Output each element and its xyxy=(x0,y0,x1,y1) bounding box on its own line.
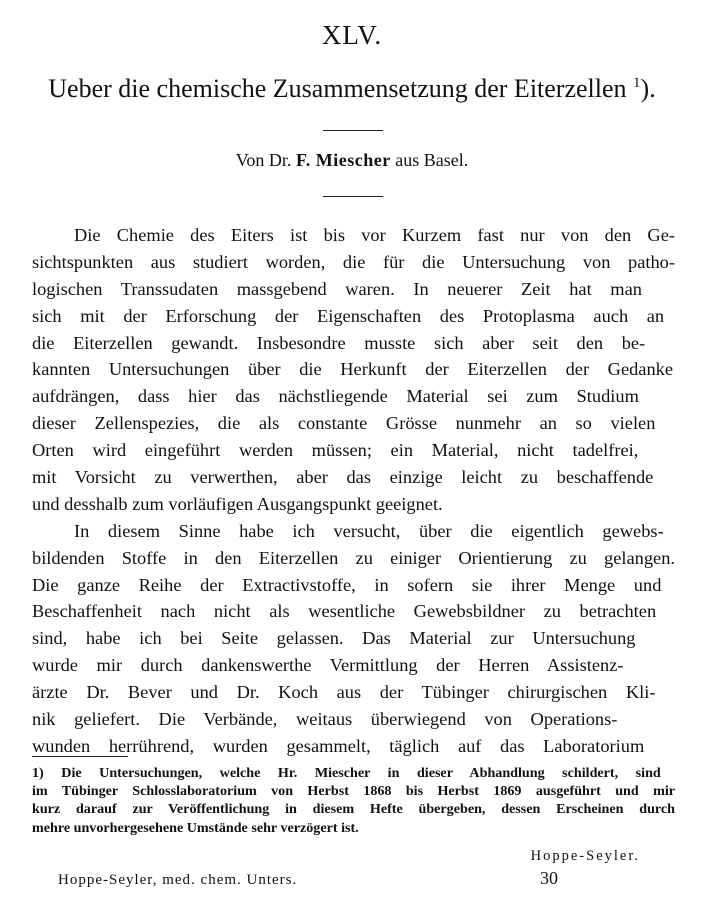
body-line: logischen Transsudaten massgebend waren. In neuerer Zeit hat man xyxy=(32,278,642,299)
author-line xyxy=(0,150,704,171)
body-line: die Eiterzellen gewandt. Insbesondre musste sich aber seit den be- xyxy=(32,332,646,353)
body-line: nik geliefert. Die Verbände, weitaus überwiegend von Operations- xyxy=(32,709,618,730)
running-footer: Hoppe-Seyler, med. chem. Unters. xyxy=(58,872,298,888)
author-name: F. Miescher xyxy=(295,150,391,170)
author-prefix: Von Dr. xyxy=(235,150,292,170)
body-line: aufdrängen, dass hier das nächstliegende Material sei zum Studium xyxy=(32,386,639,407)
body-line: Die Chemie des Eiters ist bis vor Kurzem fast nur von den Ge- xyxy=(74,225,675,245)
title-close: ). xyxy=(640,74,656,103)
body-text xyxy=(32,222,675,760)
footnote-line: 1) Die Untersuchungen, welche Hr. Miescher in dieser Abhandlung schildert, sind xyxy=(32,765,661,781)
footnote-line: im Tübinger Schlosslaboratorium von Herbst 1868 bis Herbst 1869 ausgeführt und mir xyxy=(32,783,675,800)
body-line: sind, habe ich bei Seite gelassen. Das Material zur Untersuchung xyxy=(32,628,636,649)
footnote-signature: Hoppe-Seyler. xyxy=(530,848,640,864)
footnote-line: kurz darauf zur Veröffentlichung in diesem Hefte übergeben, dessen Erscheinen durch xyxy=(32,801,675,818)
body-line: wurde mir durch dankenswerthe Vermittlung der Herren Assistenz- xyxy=(32,655,624,676)
article-title-text: Ueber die chemische Zusammensetzung der Eiterzellen xyxy=(48,74,627,103)
page-number: 30 xyxy=(540,868,558,888)
body-line: Orten wird eingeführt werden müssen; ein Material, nicht tadelfrei, xyxy=(32,440,639,461)
body-line: mit Vorsicht zu verwerthen, aber das einzige leicht zu beschaffende xyxy=(32,467,654,488)
article-title xyxy=(0,74,704,104)
footnote-divider xyxy=(32,756,128,757)
body-line: sichtspunkten aus studiert worden, die für die Untersuchung von patho- xyxy=(32,251,675,272)
body-line: Die ganze Reihe der Extractivstoffe, in sofern sie ihrer Menge und xyxy=(32,574,662,595)
body-line: sich mit der Erforschung der Eigenschaften des Protoplasma auch an xyxy=(32,305,665,326)
body-line: Beschaffenheit nach nicht als wesentliche Gewebsbildner zu betrachten xyxy=(32,601,657,622)
author-suffix: aus Basel. xyxy=(395,150,469,170)
body-line: kannten Untersuchungen über die Herkunft der Eiterzellen der Gedanke xyxy=(32,359,674,380)
chapter-number: XLV. xyxy=(321,20,383,50)
footnote xyxy=(32,764,675,837)
footnote-line: mehre unvorhergesehene Umstände sehr verzögert ist. xyxy=(32,819,359,836)
author-divider xyxy=(323,196,383,197)
body-line: dieser Zellenspezies, die als constante Grösse nunmehr an so vielen xyxy=(32,413,656,434)
body-line: In diesem Sinne habe ich versucht, über die eigentlich gewebs- xyxy=(74,520,664,541)
title-divider xyxy=(323,130,383,131)
title-footnote-marker: 1 xyxy=(633,75,641,91)
body-line: und desshalb zum vorläufigen Ausgangspunkt geeignet. xyxy=(32,493,443,514)
body-line: wunden herrührend, wurden gesammelt, täglich auf das Laboratorium xyxy=(32,735,645,756)
body-line: bildenden Stoffe in den Eiterzellen zu einiger Orientierung zu gelangen. xyxy=(32,547,675,568)
body-line: ärzte Dr. Bever und Dr. Koch aus der Tübinger chirurgischen Kli- xyxy=(32,682,656,703)
